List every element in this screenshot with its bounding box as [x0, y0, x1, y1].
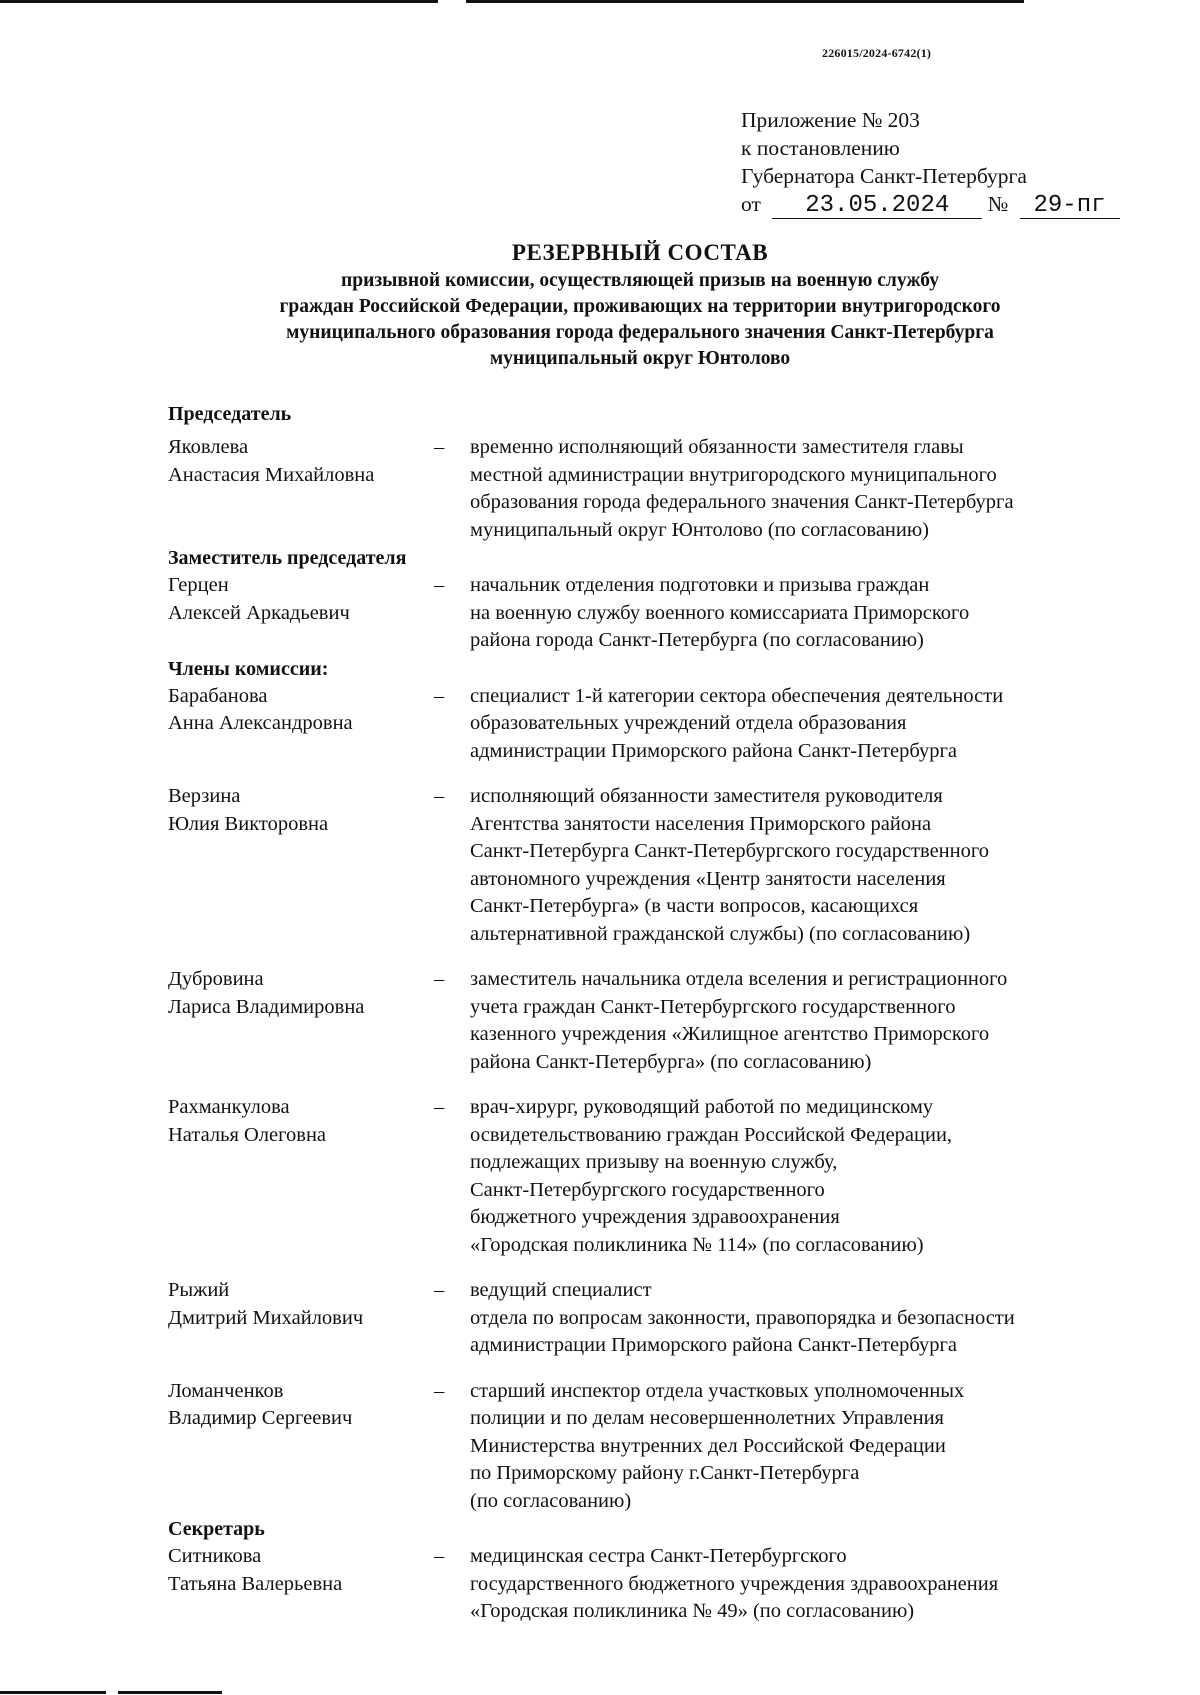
member-name: [168, 434, 430, 544]
member-entry: [168, 572, 1178, 655]
member-given-names: Дмитрий Михайлович: [168, 1306, 364, 1329]
number-prefix: №: [987, 192, 1009, 216]
member-position: [470, 783, 1178, 948]
member-position: [470, 1094, 1178, 1259]
position-line: Агентства занятости населения Приморского района: [470, 812, 932, 835]
position-line: подлежащих призыву на военную службу,: [470, 1151, 838, 1173]
member-given-names: Алексей Аркадьевич: [168, 601, 350, 624]
position-line: освидетельствованию граждан Российской Федерации,: [470, 1123, 953, 1146]
dash-separator: –: [434, 1096, 445, 1118]
scan-border-top-right: [466, 0, 1024, 3]
member-given-names: Анастасия Михайловна: [168, 463, 375, 486]
position-line: ведущий специалист: [470, 1279, 652, 1301]
roster-section: [168, 1515, 1178, 1626]
position-line: «Городская поликлиника № 114» (по согласованию): [470, 1233, 924, 1256]
roster-section: [168, 544, 1178, 655]
position-line: района Санкт-Петербурга» (по согласованию): [470, 1050, 872, 1073]
position-line: учета граждан Санкт-Петербургского государственного: [470, 995, 956, 1018]
member-surname: Рыжий: [168, 1279, 230, 1301]
member-name: [168, 966, 430, 1076]
dash-separator: –: [434, 1545, 445, 1567]
position-line: государственного бюджетного учреждения здравоохранения: [470, 1572, 999, 1595]
member-given-names: Владимир Сергеевич: [168, 1407, 353, 1429]
section-heading: Заместитель председателя: [168, 547, 407, 569]
scan-border-top-left: [0, 0, 438, 3]
member-surname: Дубровина: [168, 968, 264, 990]
position-line: исполняющий обязанности заместителя руководителя: [470, 785, 943, 807]
member-position: [470, 1378, 1178, 1516]
position-line: автономного учреждения «Центр занятости населения: [470, 867, 946, 890]
position-line: врач-хирург, руководящий работой по медицинскому: [470, 1096, 934, 1118]
member-position: [470, 434, 1178, 544]
appendix-issuer: Губернатора Санкт-Петербурга: [741, 164, 1027, 188]
member-entry: [168, 966, 1178, 1076]
position-line: (по согласованию): [470, 1489, 632, 1512]
member-name: [168, 1094, 430, 1259]
position-line: полиции и по делам несовершеннолетних Управления: [470, 1407, 944, 1429]
dash-separator: –: [434, 1279, 445, 1301]
member-name: [168, 1378, 430, 1516]
position-line: Санкт-Петербурга» (в части вопросов, касающихся: [470, 895, 919, 917]
roster-section: [168, 655, 1178, 1516]
position-line: «Городская поликлиника № 49» (по согласованию): [470, 1600, 915, 1622]
position-line: альтернативной гражданской службы) (по согласованию): [470, 922, 971, 945]
position-line: Санкт-Петербургского государственного: [470, 1178, 825, 1201]
decree-number: 29-пг: [1020, 194, 1120, 219]
member-gap: [168, 1259, 1178, 1277]
section-heading: Члены комиссии:: [168, 657, 329, 680]
position-line: специалист 1-й категории сектора обеспечения деятельности: [470, 684, 1004, 707]
position-line: бюджетного учреждения здравоохранения: [470, 1206, 840, 1228]
decree-date: 23.05.2024: [772, 194, 982, 219]
member-given-names: Лариса Владимировна: [168, 995, 365, 1018]
roster-section: [168, 400, 1178, 544]
document-title-block: [160, 238, 1120, 372]
member-position: [470, 966, 1178, 1076]
member-name: [168, 683, 430, 766]
scan-border-bottom-left: [0, 1691, 106, 1694]
scan-border-bottom-right: [118, 1691, 222, 1694]
appendix-date-line: [741, 190, 1181, 219]
member-gap: [168, 1076, 1178, 1094]
member-entry: [168, 434, 1178, 544]
dash-separator: –: [434, 1379, 445, 1402]
document-registration-number: 226015/2024-6742(1): [822, 46, 932, 60]
member-entry: [168, 1094, 1178, 1259]
position-line: отдела по вопросам законности, правопорядка и безопасности: [470, 1306, 1015, 1329]
position-line: образовательных учреждений отдела образования: [470, 712, 907, 734]
member-given-names: Юлия Викторовна: [168, 812, 329, 835]
member-entry: [168, 1378, 1178, 1516]
dash-separator: –: [434, 574, 445, 596]
member-given-names: Анна Александровна: [168, 712, 353, 734]
position-line: начальник отделения подготовки и призыва граждан: [470, 574, 930, 596]
appendix-number: Приложение № 203: [741, 108, 920, 132]
member-position: [470, 572, 1178, 655]
section-heading: Секретарь: [168, 1518, 265, 1540]
position-line: по Приморскому району г.Санкт-Петербурга: [470, 1462, 860, 1484]
member-position: [470, 1543, 1178, 1626]
dash-separator: –: [434, 684, 445, 707]
position-line: Министерства внутренних дел Российской Федерации: [470, 1434, 946, 1457]
member-entry: [168, 1543, 1178, 1626]
member-surname: Ситникова: [168, 1545, 262, 1567]
commission-roster: [168, 400, 1178, 1626]
member-name: [168, 783, 430, 948]
position-line: временно исполняющий обязанности заместителя главы: [470, 436, 964, 458]
position-line: на военную службу военного комиссариата Приморского: [470, 601, 970, 624]
member-surname: Верзина: [168, 785, 241, 807]
member-position: [470, 1277, 1178, 1360]
document-subtitle-line: муниципальный округ Юнтолово: [489, 348, 791, 369]
date-prefix: от: [741, 192, 761, 216]
appendix-header: [741, 106, 1181, 219]
member-entry: [168, 683, 1178, 766]
position-line: Санкт-Петербурга Санкт-Петербургского государственного: [470, 840, 990, 862]
position-line: администрации Приморского района Санкт-Петербурга: [470, 1334, 957, 1356]
member-gap: [168, 1360, 1178, 1378]
member-name: [168, 1543, 430, 1626]
member-surname: Ломанченков: [168, 1379, 284, 1402]
position-line: района города Санкт-Петербурга (по согласованию): [470, 629, 924, 651]
document-subtitle-line: призывной комиссии, осуществляющей призыв на военную службу: [341, 270, 939, 291]
position-line: муниципальный округ Юнтолово (по согласованию): [470, 518, 930, 541]
member-given-names: Татьяна Валерьевна: [168, 1572, 343, 1595]
member-surname: Рахманкулова: [168, 1096, 290, 1118]
document-title: РЕЗЕРВНЫЙ СОСТАВ: [511, 240, 769, 265]
member-surname: Герцен: [168, 574, 229, 596]
document-subtitle-line: муниципального образования города федерального значения Санкт-Петербурга: [286, 322, 994, 343]
position-line: медицинская сестра Санкт-Петербургского: [470, 1545, 847, 1567]
member-name: [168, 1277, 430, 1360]
dash-separator: –: [434, 968, 445, 990]
member-name: [168, 572, 430, 655]
member-surname: Барабанова: [168, 684, 268, 707]
member-gap: [168, 948, 1178, 966]
member-given-names: Наталья Олеговна: [168, 1123, 327, 1146]
member-entry: [168, 783, 1178, 948]
document-subtitle-line: граждан Российской Федерации, проживающих на территории внутригородского: [279, 296, 1001, 317]
member-position: [470, 683, 1178, 766]
position-line: старший инспектор отдела участковых уполномоченных: [470, 1379, 965, 1402]
dash-separator: –: [434, 436, 445, 458]
position-line: казенного учреждения «Жилищное агентство Приморского: [470, 1023, 990, 1045]
position-line: администрации Приморского района Санкт-Петербурга: [470, 739, 957, 762]
position-line: местной администрации внутригородского муниципального: [470, 463, 997, 486]
position-line: образования города федерального значения Санкт-Петербурга: [470, 491, 1014, 513]
member-surname: Яковлева: [168, 436, 249, 458]
position-line: заместитель начальника отдела вселения и регистрационного: [470, 968, 1008, 990]
appendix-reference: к постановлению: [741, 136, 900, 160]
section-heading: Председатель: [168, 403, 292, 425]
member-entry: [168, 1277, 1178, 1360]
member-gap: [168, 765, 1178, 783]
dash-separator: –: [434, 785, 445, 807]
